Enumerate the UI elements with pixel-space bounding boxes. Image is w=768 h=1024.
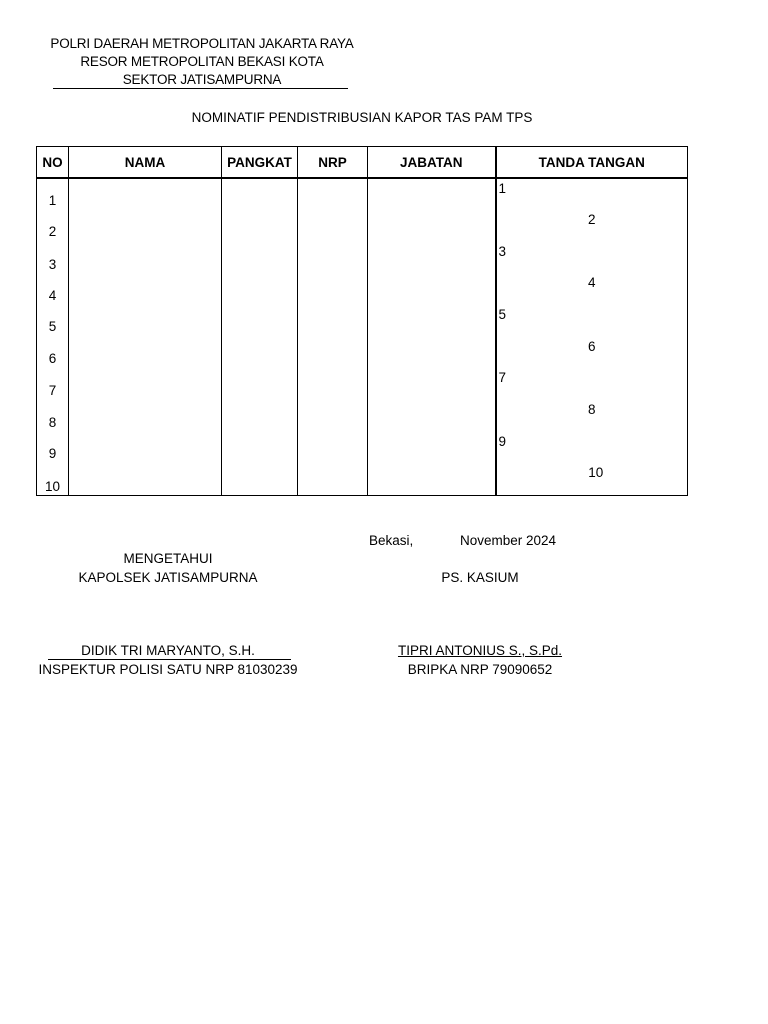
column-header-pangkat: PANGKAT: [222, 147, 298, 179]
no-cell: [37, 178, 69, 496]
row-number: 6: [48, 351, 57, 366]
signature-number: 2: [587, 212, 596, 227]
row-number: 5: [48, 319, 57, 334]
row-number: 10: [44, 479, 61, 494]
row-number: 1: [48, 193, 57, 208]
acknowledge-label: MENGETAHUI: [123, 551, 213, 566]
kapolsek-rank: INSPEKTUR POLISI SATU NRP 81030239: [38, 662, 298, 677]
column-header-no: NO: [37, 147, 69, 179]
tanda-tangan-cell: [496, 178, 688, 496]
kapolsek-name-underline: [48, 659, 291, 660]
kasium-name: TIPRI ANTONIUS S., S.Pd.: [397, 643, 563, 658]
row-number: 7: [48, 383, 57, 398]
signature-number: 5: [498, 307, 507, 322]
column-header-nrp: NRP: [298, 147, 368, 179]
signature-number: 3: [498, 244, 507, 259]
pangkat-cell: [222, 178, 298, 496]
row-number: 4: [48, 288, 57, 303]
nrp-cell: [298, 178, 368, 496]
signature-number: 10: [588, 465, 604, 480]
kapolsek-label: KAPOLSEK JATISAMPURNA: [78, 570, 258, 585]
signature-number: 6: [587, 339, 596, 354]
column-header-nama: NAMA: [69, 147, 222, 179]
jabatan-cell: [368, 178, 496, 496]
column-header-jabatan: JABATAN: [368, 147, 496, 179]
signature-number: 4: [587, 275, 596, 290]
nama-cell: [69, 178, 222, 496]
table-header-row: [37, 147, 688, 179]
table-body-row: [37, 178, 688, 496]
row-number: 2: [48, 224, 57, 239]
header-line-2: RESOR METROPOLITAN BEKASI KOTA: [80, 54, 324, 69]
signature-number: 9: [498, 434, 507, 449]
date-month-year: November 2024: [460, 533, 557, 548]
kapolsek-name: DIDIK TRI MARYANTO, S.H.: [81, 643, 255, 658]
column-header-tanda-tangan: TANDA TANGAN: [496, 147, 688, 179]
date-place: Bekasi,: [369, 533, 414, 548]
header-line-1: POLRI DAERAH METROPOLITAN JAKARTA RAYA: [50, 36, 354, 51]
document-title: NOMINATIF PENDISTRIBUSIAN KAPOR TAS PAM TPS: [191, 110, 533, 125]
header-underline: [53, 88, 348, 89]
header-line-3: SEKTOR JATISAMPURNA: [122, 72, 282, 87]
signature-number: 1: [498, 181, 507, 196]
signature-number: 7: [498, 370, 507, 385]
kasium-rank: BRIPKA NRP 79090652: [407, 662, 553, 677]
nominatif-table: [36, 146, 688, 496]
row-number: 8: [48, 415, 57, 430]
row-number: 3: [48, 257, 57, 272]
kasium-label: PS. KASIUM: [441, 570, 519, 585]
row-number: 9: [48, 446, 57, 461]
signature-number: 8: [587, 402, 596, 417]
